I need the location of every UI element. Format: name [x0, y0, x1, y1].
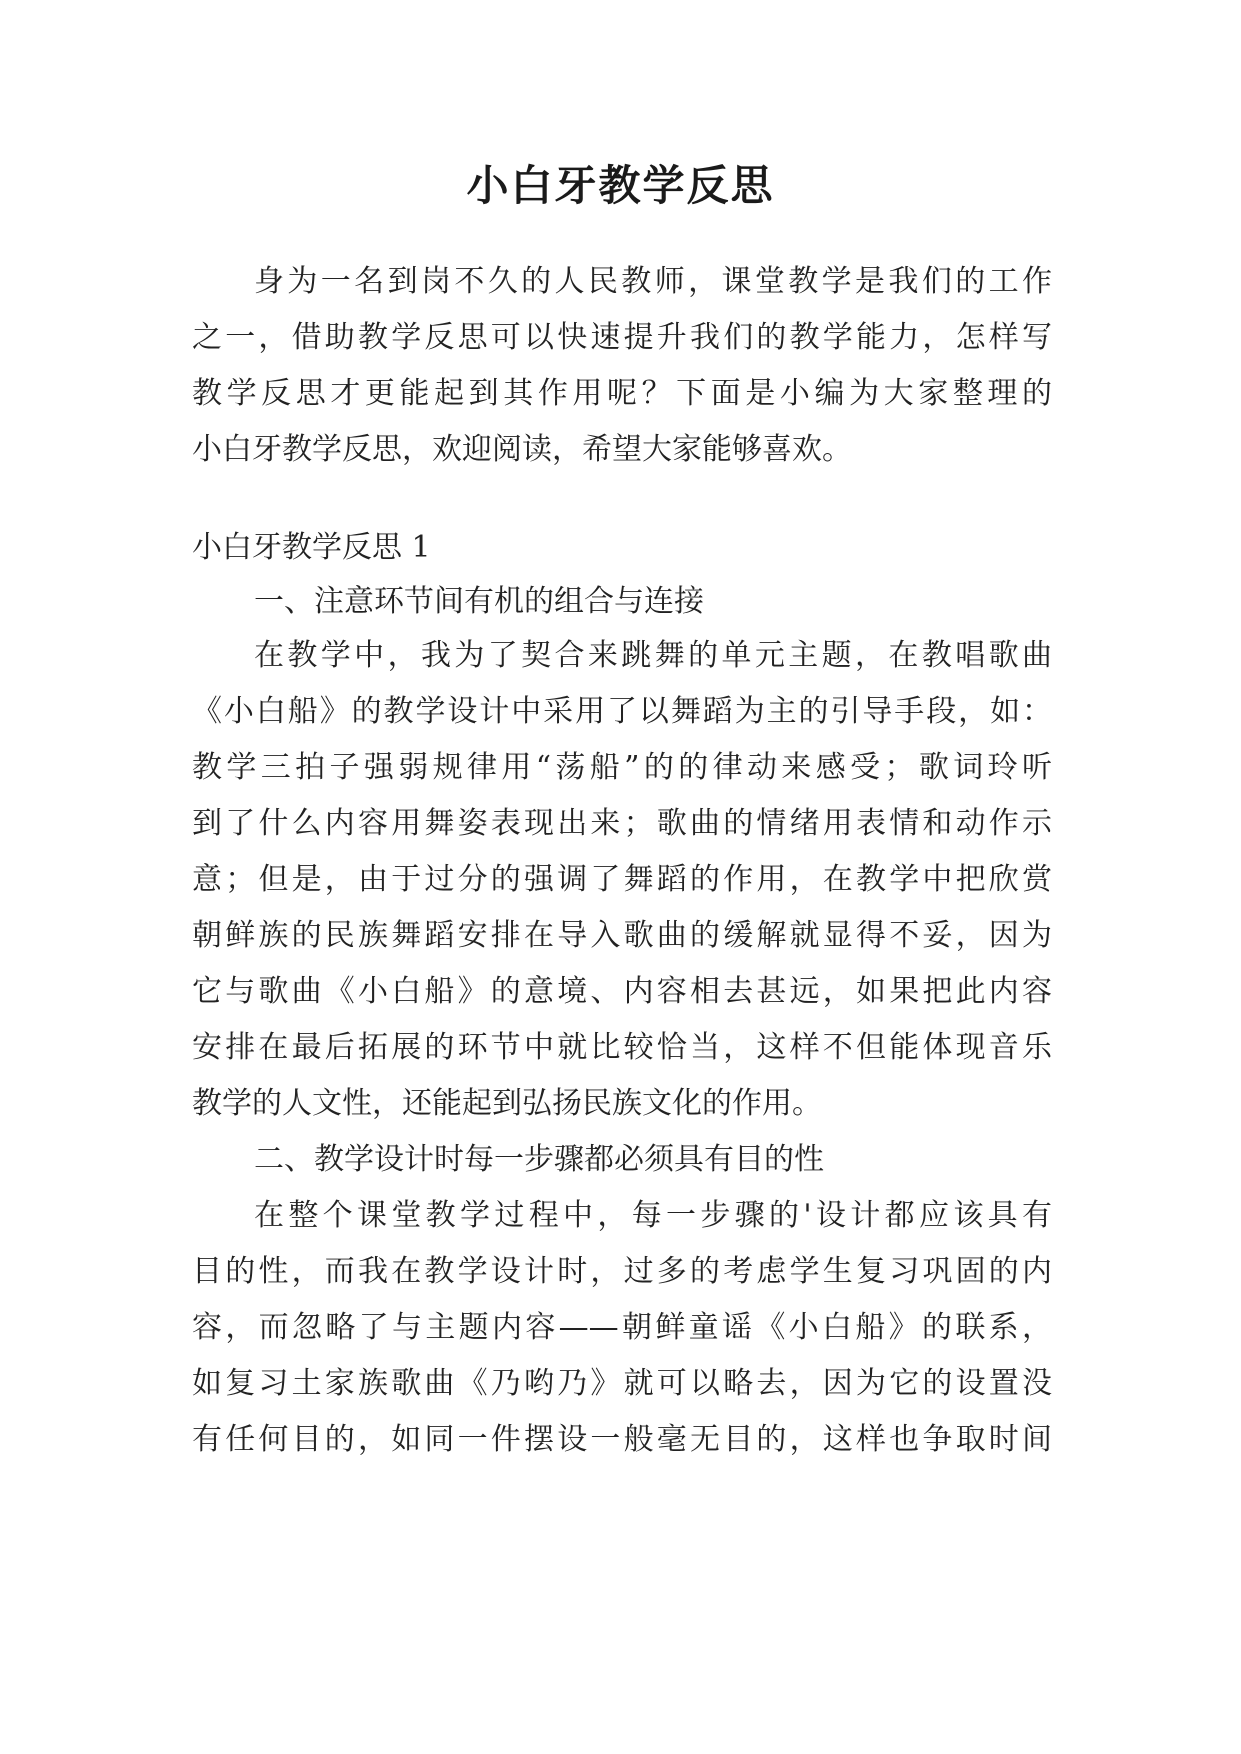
intro-line: 之一，借助教学反思可以快速提升我们的教学能力，怎样写	[192, 320, 1052, 355]
page-title: 小白牙教学反思	[466, 161, 775, 210]
body-line: 安排在最后拓展的环节中就比较恰当，这样不但能体现音乐	[192, 1030, 1052, 1065]
body-line: 在教学中，我为了契合来跳舞的单元主题，在教唱歌曲	[254, 638, 1052, 673]
body-line: 它与歌曲《小白船》的意境、内容相去甚远，如果把此内容	[192, 974, 1052, 1009]
intro-line: 教学反思才更能起到其作用呢？下面是小编为大家整理的	[192, 376, 1052, 411]
intro-line: 小白牙教学反思，欢迎阅读，希望大家能够喜欢。	[192, 432, 852, 467]
body-line: 容，而忽略了与主题内容——朝鲜童谣《小白船》的联系，	[192, 1310, 1052, 1345]
body-line: 有任何目的，如同一件摆设一般毫无目的，这样也争取时间	[192, 1422, 1052, 1457]
body-line: 在整个课堂教学过程中，每一步骤的'设计都应该具有	[254, 1198, 1052, 1233]
point-heading: 一、注意环节间有机的组合与连接	[254, 584, 704, 619]
body-line: 《小白船》的教学设计中采用了以舞蹈为主的引导手段，如：	[192, 694, 1052, 729]
body-line: 如复习土家族歌曲《乃哟乃》就可以略去，因为它的设置没	[192, 1366, 1052, 1401]
intro-line: 身为一名到岗不久的人民教师，课堂教学是我们的工作	[254, 264, 1052, 299]
body-line: 到了什么内容用舞姿表现出来；歌曲的情绪用表情和动作示	[192, 806, 1052, 841]
section-heading: 小白牙教学反思 1	[192, 530, 431, 565]
body-line: 意；但是，由于过分的强调了舞蹈的作用，在教学中把欣赏	[192, 862, 1052, 897]
body-line: 教学三拍子强弱规律用“荡船”的的律动来感受；歌词玲听	[192, 750, 1052, 785]
point-heading: 二、教学设计时每一步骤都必须具有目的性	[254, 1142, 824, 1177]
body-line: 教学的人文性，还能起到弘扬民族文化的作用。	[192, 1086, 822, 1121]
body-line: 目的性，而我在教学设计时，过多的考虑学生复习巩固的内	[192, 1254, 1052, 1289]
body-line: 朝鲜族的民族舞蹈安排在导入歌曲的缓解就显得不妥，因为	[192, 918, 1052, 953]
